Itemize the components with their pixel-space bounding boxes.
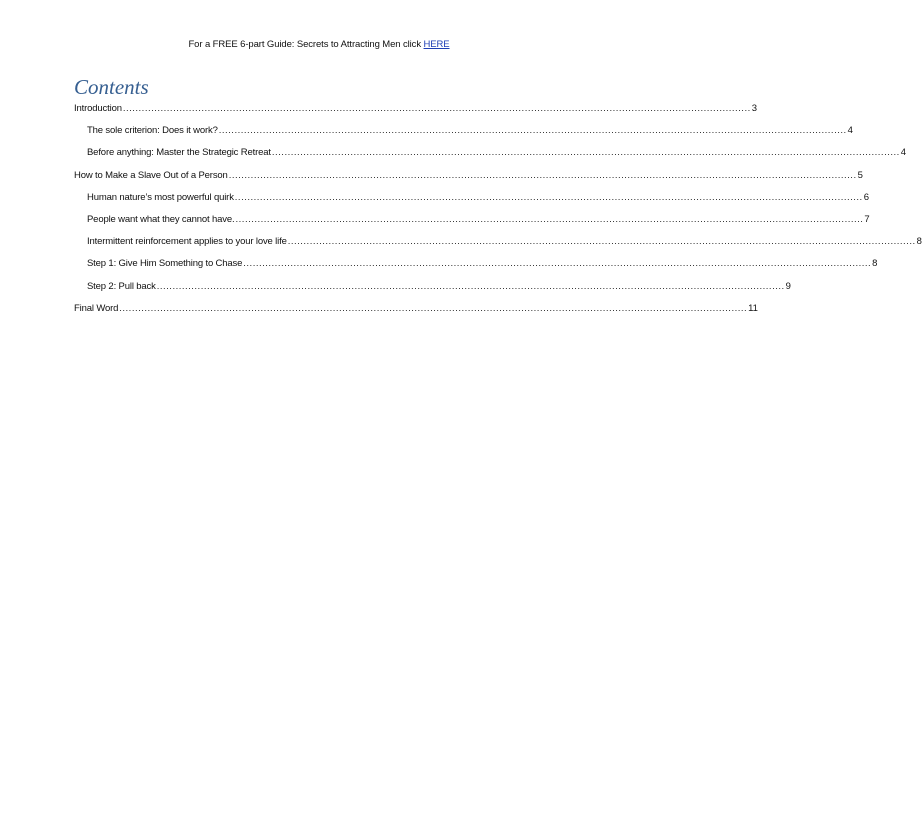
header-text: For a FREE 6-part Guide: Secrets to Attracting Men click — [188, 39, 424, 50]
toc-entry-label: Step 2: Pull back — [87, 280, 156, 292]
toc-entry-make-a-slave[interactable] — [74, 169, 863, 192]
toc-entry-page: 4 — [900, 147, 906, 159]
toc-entry-label: Introduction — [74, 103, 122, 114]
toc-entry-step-2[interactable] — [74, 280, 791, 303]
toc-entry-label: How to Make a Slave Out of a Person — [74, 169, 228, 181]
header-link[interactable]: HERE — [423, 39, 450, 50]
toc-leader: ........................................................................................................................................................................................................ — [218, 125, 847, 137]
toc-entry-label: People want what they cannot have. — [87, 213, 235, 225]
toc-entry-label: Human nature’s most powerful quirk — [87, 191, 234, 203]
toc-entry-label: Before anything: Master the Strategic Retreat — [87, 147, 271, 159]
toc-leader: ........................................................................................................................................................................................................ — [287, 236, 916, 248]
toc-entry-final-word[interactable] — [74, 302, 758, 325]
toc-entry-page: 8 — [872, 258, 878, 270]
toc-leader: ........................................................................................................................................................................................................ — [234, 191, 863, 203]
toc-entry-page: 4 — [847, 125, 853, 137]
toc-entry-step-1[interactable] — [74, 258, 878, 280]
toc-entry-page: 3 — [751, 103, 757, 114]
toc-entry-label: The sole criterion: Does it work? — [87, 125, 218, 137]
toc-entry-page: 7 — [864, 213, 870, 225]
contents-title: Contents — [74, 75, 149, 99]
toc-leader: ........................................................................................................................................................................................................ — [122, 103, 751, 114]
toc-entry-page: 5 — [857, 169, 863, 181]
toc-entry-page: 8 — [916, 236, 922, 248]
toc-entry-people-want[interactable] — [74, 213, 870, 236]
page-header — [0, 39, 638, 50]
table-of-contents — [74, 103, 922, 325]
toc-entry-label: Intermittent reinforcement applies to your love life — [87, 236, 287, 248]
toc-entry-intermittent-reinforcement[interactable] — [74, 236, 922, 258]
toc-entry-label: Step 1: Give Him Something to Chase — [87, 258, 243, 270]
toc-entry-sole-criterion[interactable] — [74, 125, 853, 147]
toc-entry-label: Final Word — [74, 302, 119, 314]
toc-leader: ........................................................................................................................................................................................................ — [228, 169, 857, 181]
toc-entry-introduction[interactable] — [74, 103, 757, 125]
toc-entry-human-nature[interactable] — [74, 191, 869, 214]
toc-leader: ........................................................................................................................................................................................................ — [156, 280, 785, 292]
toc-entry-page: 11 — [748, 302, 758, 314]
toc-entry-page: 6 — [863, 191, 869, 203]
toc-leader: ........................................................................................................................................................................................................ — [235, 213, 864, 225]
toc-leader: ........................................................................................................................................................................................................ — [119, 302, 748, 314]
toc-leader: ........................................................................................................................................................................................................ — [243, 258, 872, 270]
toc-entry-strategic-retreat[interactable] — [74, 147, 906, 169]
toc-entry-page: 9 — [785, 280, 791, 292]
toc-leader: ........................................................................................................................................................................................................ — [271, 147, 900, 159]
